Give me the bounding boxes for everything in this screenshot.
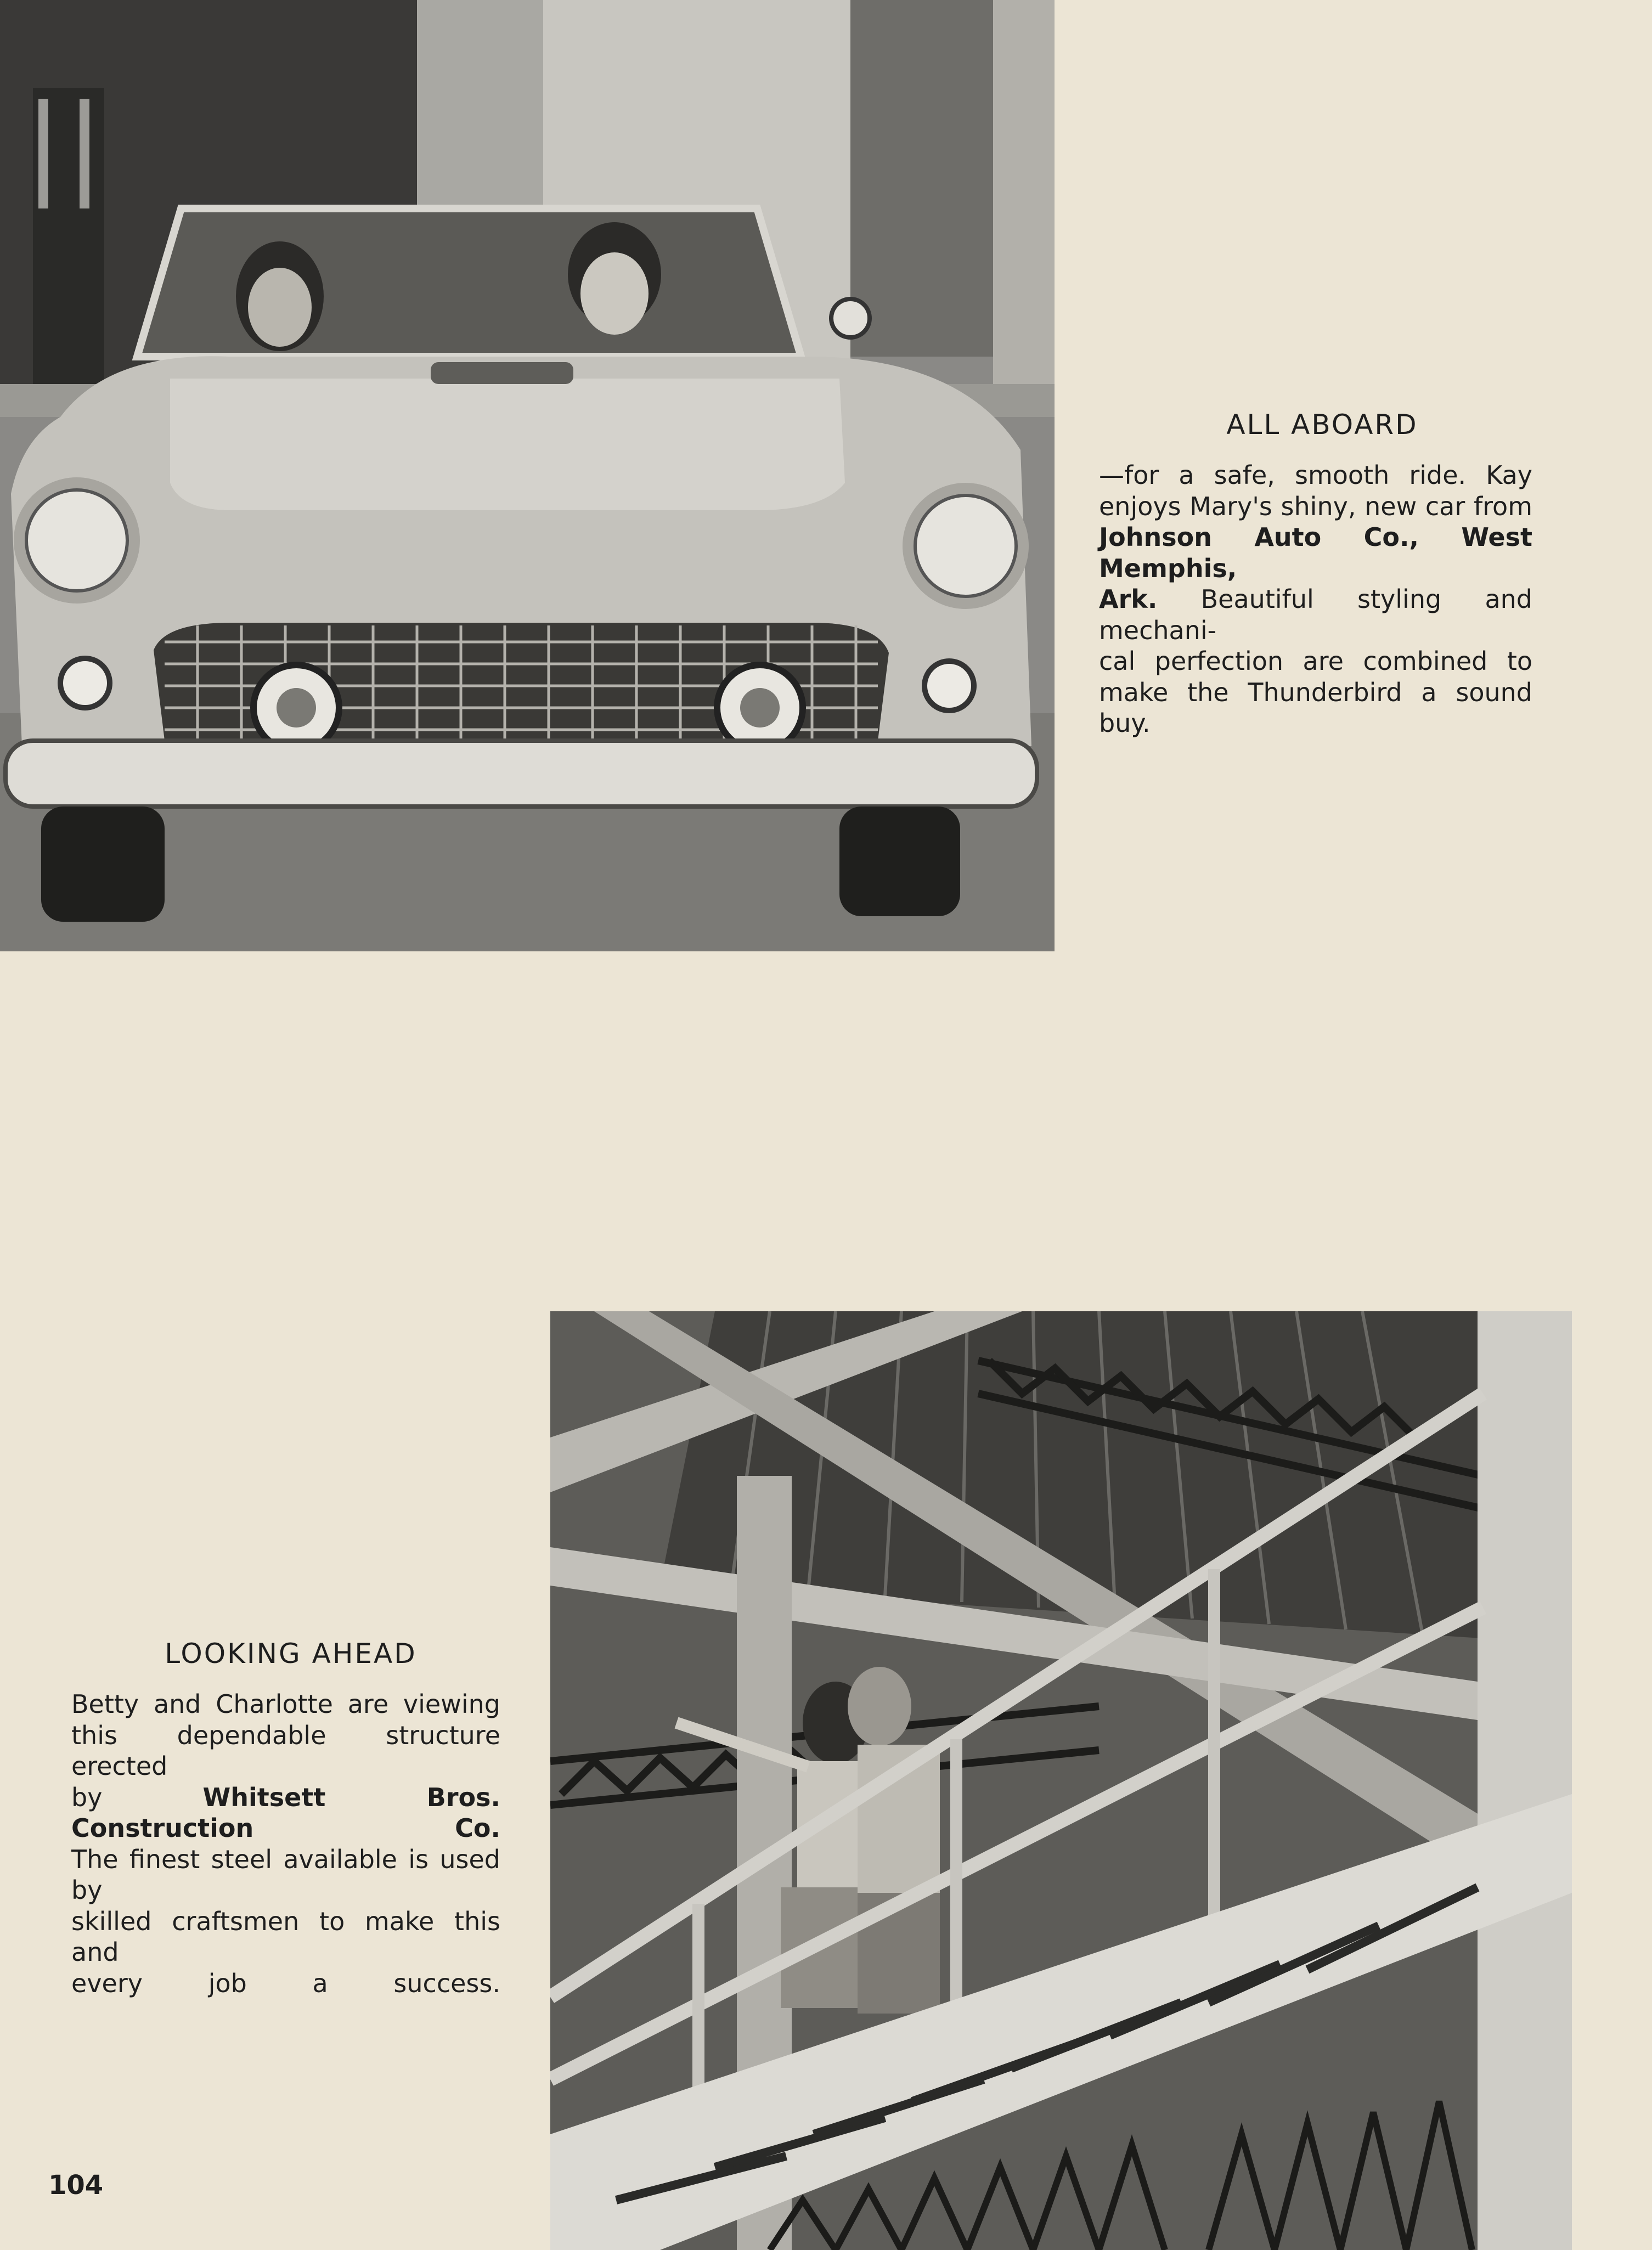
looking-ahead-heading: LOOKING AHEAD (165, 1638, 417, 1670)
caption-line (1099, 584, 1532, 646)
steel-structure-photo (550, 1311, 1572, 2250)
sponsor-state: Ark. (1099, 584, 1158, 614)
caption-line: The finest steel available is used by (71, 1844, 500, 1905)
sponsor-name: Whitsett Bros. Construction Co. (71, 1782, 500, 1843)
caption-line: skilled craftsmen to make this and (71, 1906, 500, 1967)
caption-line: this dependable structure erected (71, 1720, 500, 1781)
caption-line: —for a safe, smooth ride. Kay (1099, 460, 1532, 490)
caption-line: every job a success. (71, 1968, 500, 1998)
page-number: 104 (48, 2170, 104, 2201)
sponsor-name: Johnson Auto Co., West Memphis, (1099, 522, 1532, 583)
caption-text: Beautiful styling and mechani- (1099, 584, 1532, 645)
looking-ahead-caption (71, 1689, 500, 1999)
caption-line: Betty and Charlotte are viewing (71, 1689, 500, 1719)
caption-line (1099, 522, 1532, 584)
caption-line (71, 1782, 500, 1844)
caption-text: by (71, 1782, 203, 1812)
all-aboard-caption (1099, 460, 1532, 739)
caption-line: enjoys Mary's shiny, new car from (1099, 491, 1532, 521)
caption-line: make the Thunderbird a sound buy. (1099, 677, 1532, 738)
car-photo (0, 0, 1055, 951)
all-aboard-heading: ALL ABOARD (1226, 409, 1418, 441)
caption-line: cal perfection are combined to (1099, 646, 1532, 676)
